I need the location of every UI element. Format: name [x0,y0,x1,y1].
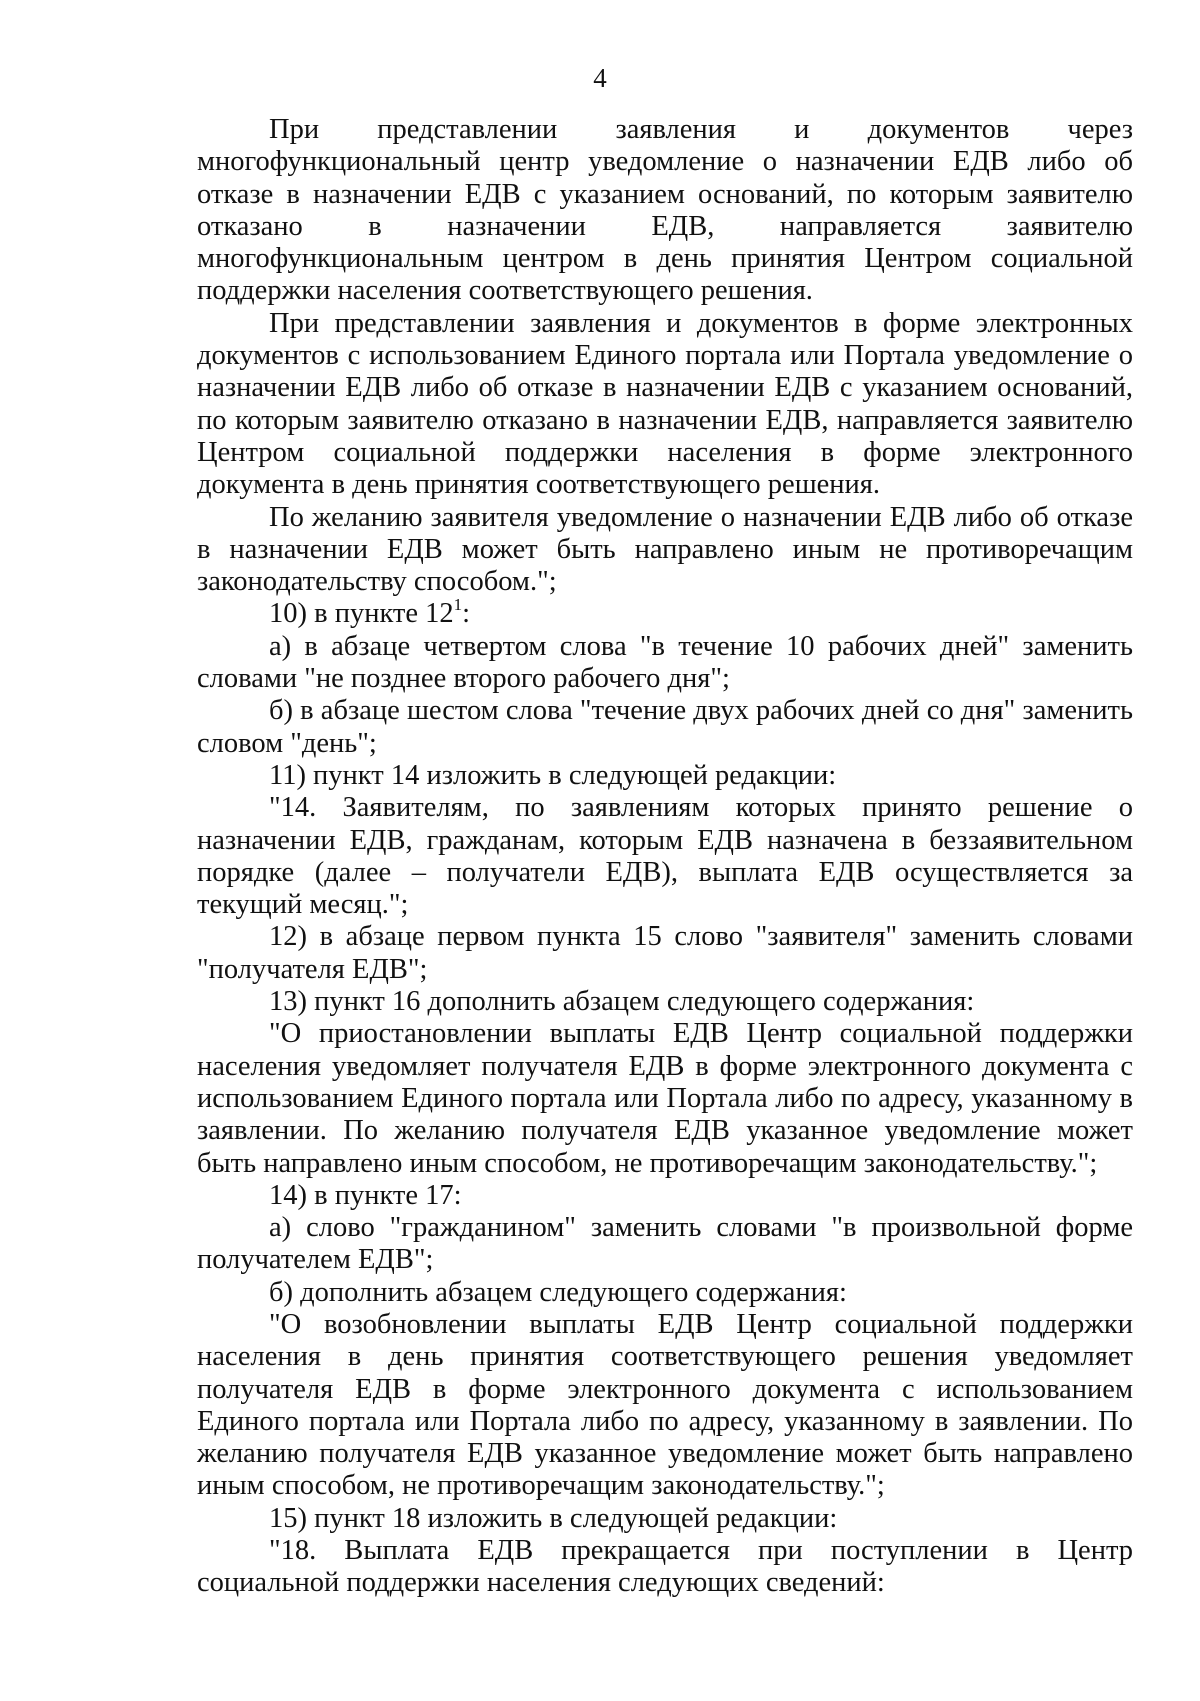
page-number: 4 [593,63,607,93]
item-11: 11) пункт 14 изложить в следующей редакции: [269,759,837,791]
item-13-text: "О приостановлении выплаты ЕДВ Центр социальной поддержки населения уведомляет получателя ЕДВ в форме электронного документа с использованием Единого портала или Портала либо по адресу, указанному в заявлении. По желанию получателя ЕДВ указанное уведомление может быть направлено иным способом, не противоречащим законодательству."; [197,1018,1133,1179]
document-body [197,114,1133,1600]
item-12: 12) в абзаце первом пункта 15 слово "заявителя" заменить словами "получателя ЕДВ"; [197,921,1133,985]
item-14a: а) слово "гражданином" заменить словами "в произвольной форме получателем ЕДВ"; [197,1212,1133,1276]
item-18-text: "18. Выплата ЕДВ прекращается при поступлении в Центр социальной поддержки населения следующих сведений: [197,1535,1133,1599]
item-15: 15) пункт 18 изложить в следующей редакции: [269,1502,838,1534]
item-10 [197,595,1133,630]
item-14b: б) дополнить абзацем следующего содержания: [269,1276,847,1308]
item-14-text: "14. Заявителям, по заявлениям которых принято решение о назначении ЕДВ, гражданам, которым ЕДВ назначена в беззаявительном порядке (далее – получатели ЕДВ), выплата ЕДВ осуществляется за текущий месяц."; [197,792,1133,921]
item-14: 14) в пункте 17: [269,1179,462,1211]
item-10-text: 10) в пункте 12 [269,598,454,630]
paragraph-other-method: По желанию заявителя уведомление о назначении ЕДВ либо об отказе в назначении ЕДВ может быть направлено иным не противоречащим законодательству способом."; [197,501,1133,598]
paragraph-mfc-notification: При представлении заявления и документов через многофункциональный центр уведомление о назначении ЕДВ либо об отказе в назначении ЕДВ с указанием оснований, по которым заявителю отказано в назначении ЕДВ, направляется заявителю многофункциональным центром в день принятия Центром социальной поддержки населения соответствующего решения. [197,114,1133,307]
item-14b-text: "О возобновлении выплаты ЕДВ Центр социальной поддержки населения в день принятия соответствующего решения уведомляет получателя ЕДВ в форме электронного документа с использованием Единого портала или Портала либо по адресу, указанному в заявлении. По желанию получателя ЕДВ указанное уведомление может быть направлено иным способом, не противоречащим законодательству."; [197,1308,1133,1502]
item-13: 13) пункт 16 дополнить абзацем следующего содержания: [269,986,975,1018]
item-10-suffix: : [462,598,471,630]
paragraph-electronic-notification: При представлении заявления и документов в форме электронных документов с использованием Единого портала или Портала уведомление о назначении ЕДВ либо об отказе в назначении ЕДВ с указанием оснований, по которым заявителю отказано в назначении ЕДВ, направляется заявителю Центром социальной поддержки населения в форме электронного документа в день принятия соответствующего решения. [197,307,1133,501]
item-10a: а) в абзаце четвертом слова "в течение 10 рабочих дней" заменить словами "не позднее второго рабочего дня"; [197,630,1133,695]
item-10-superscript: 1 [453,595,463,615]
item-10b: б) в абзаце шестом слова "течение двух рабочих дней со дня" заменить словом "день"; [197,695,1133,759]
